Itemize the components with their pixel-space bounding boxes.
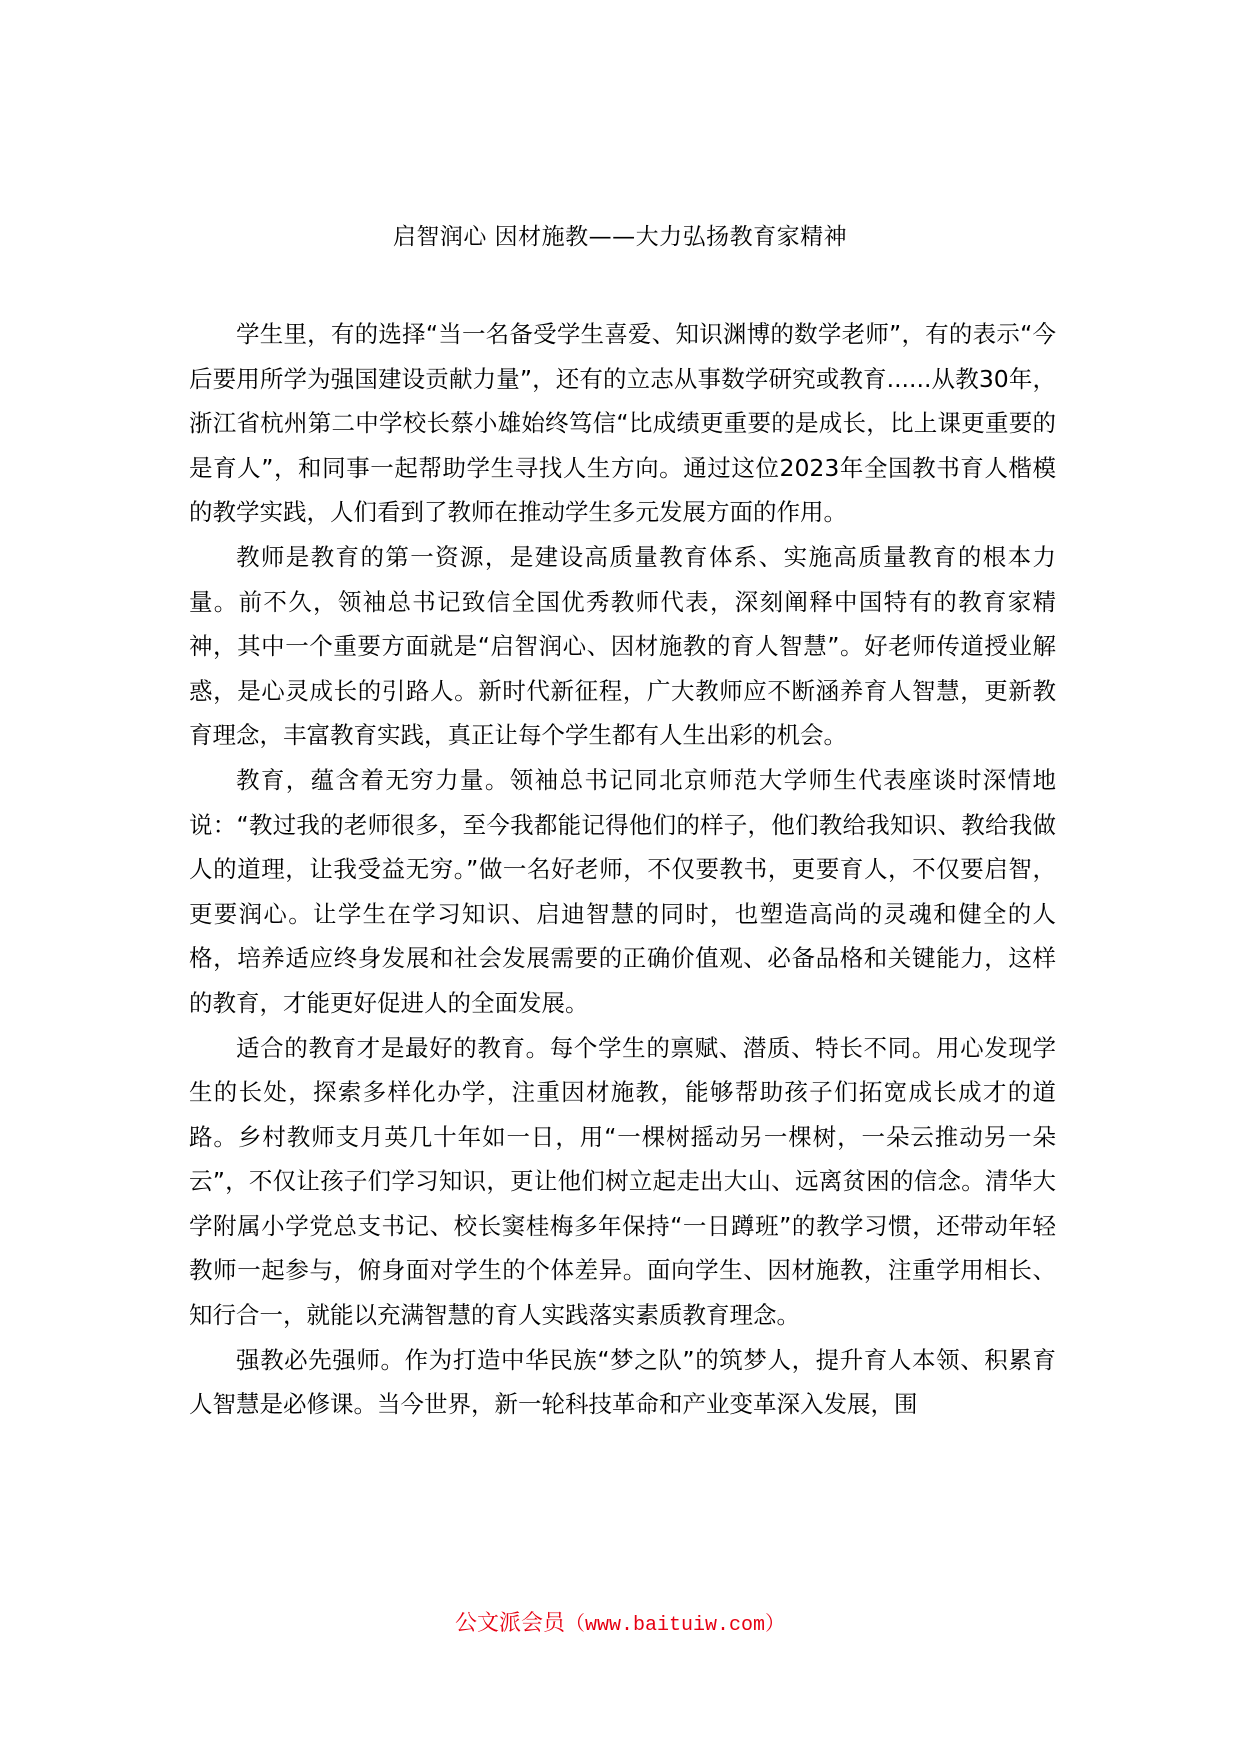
paragraph-5: 强教必先强师。作为打造中华民族“梦之队”的筑梦人，提升育人本领、积累育人智慧是必修课。当今世界，新一轮科技革命和产业变革深入发展，围 [189,1345,1056,1419]
paragraph-1: 学生里，有的选择“当一名备受学生喜爱、知识渊博的数学老师”，有的表示“今后要用所学为强国建设贡献力量”，还有的立志从事数学研究或教育......从教30年，浙江省杭州第二中学校长蔡小雄始终笃信“比成绩更重要的是成长，比上课更重要的是育人”，和同事一起帮助学生寻找人生方向。通过这位2023年全国教书育人楷模的教学实践，人们看到了教师在推动学生多元发展方面的作用。 [189,320,1056,527]
paragraph-3: 教育，蕴含着无穷力量。领袖总书记同北京师范大学师生代表座谈时深情地说：“教过我的老师很多，至今我都能记得他们的样子，他们教给我知识、教给我做人的道理，让我受益无穷。”做一名好老师，不仅要教书，更要育人，不仅要启智，更要润心。让学生在学习知识、启迪智慧的同时，也塑造高尚的灵魂和健全的人格，培养适应终身发展和社会发展需要的正确价值观、必备品格和关键能力，这样的教育，才能更好促进人的全面发展。 [189,765,1056,1017]
footer-watermark [0,1608,1240,1642]
paragraph-2: 教师是教育的第一资源，是建设高质量教育体系、实施高质量教育的根本力量。前不久，领袖总书记致信全国优秀教师代表，深刻阐释中国特有的教育家精神，其中一个重要方面就是“启智润心、因材施教的育人智慧”。好老师传道授业解惑，是心灵成长的引路人。新时代新征程，广大教师应不断涵养育人智慧，更新教育理念，丰富教育实践，真正让每个学生都有人生出彩的机会。 [189,542,1056,750]
document-body [189,312,1056,1427]
document-title: 启智润心 因材施教——大力弘扬教育家精神 [392,224,848,250]
paragraph-4: 适合的教育才是最好的教育。每个学生的禀赋、潜质、特长不同。用心发现学生的长处，探索多样化办学，注重因材施教，能够帮助孩子们拓宽成长成才的道路。乡村教师支月英几十年如一日，用“一棵树摇动另一棵树，一朵云推动另一朵云”，不仅让孩子们学习知识，更让他们树立起走出大山、远离贫困的信念。清华大学附属小学党总支书记、校长窦桂梅多年保持“一日蹲班”的教学习惯，还带动年轻教师一起参与，俯身面对学生的个体差异。面向学生、因材施教，注重学用相长、知行合一，就能以充满智慧的育人实践落实素质教育理念。 [189,1033,1056,1330]
footer-brand: 公文派会员 [454,1611,565,1636]
footer-url[interactable]: （www.baituiw.com） [564,1614,786,1637]
